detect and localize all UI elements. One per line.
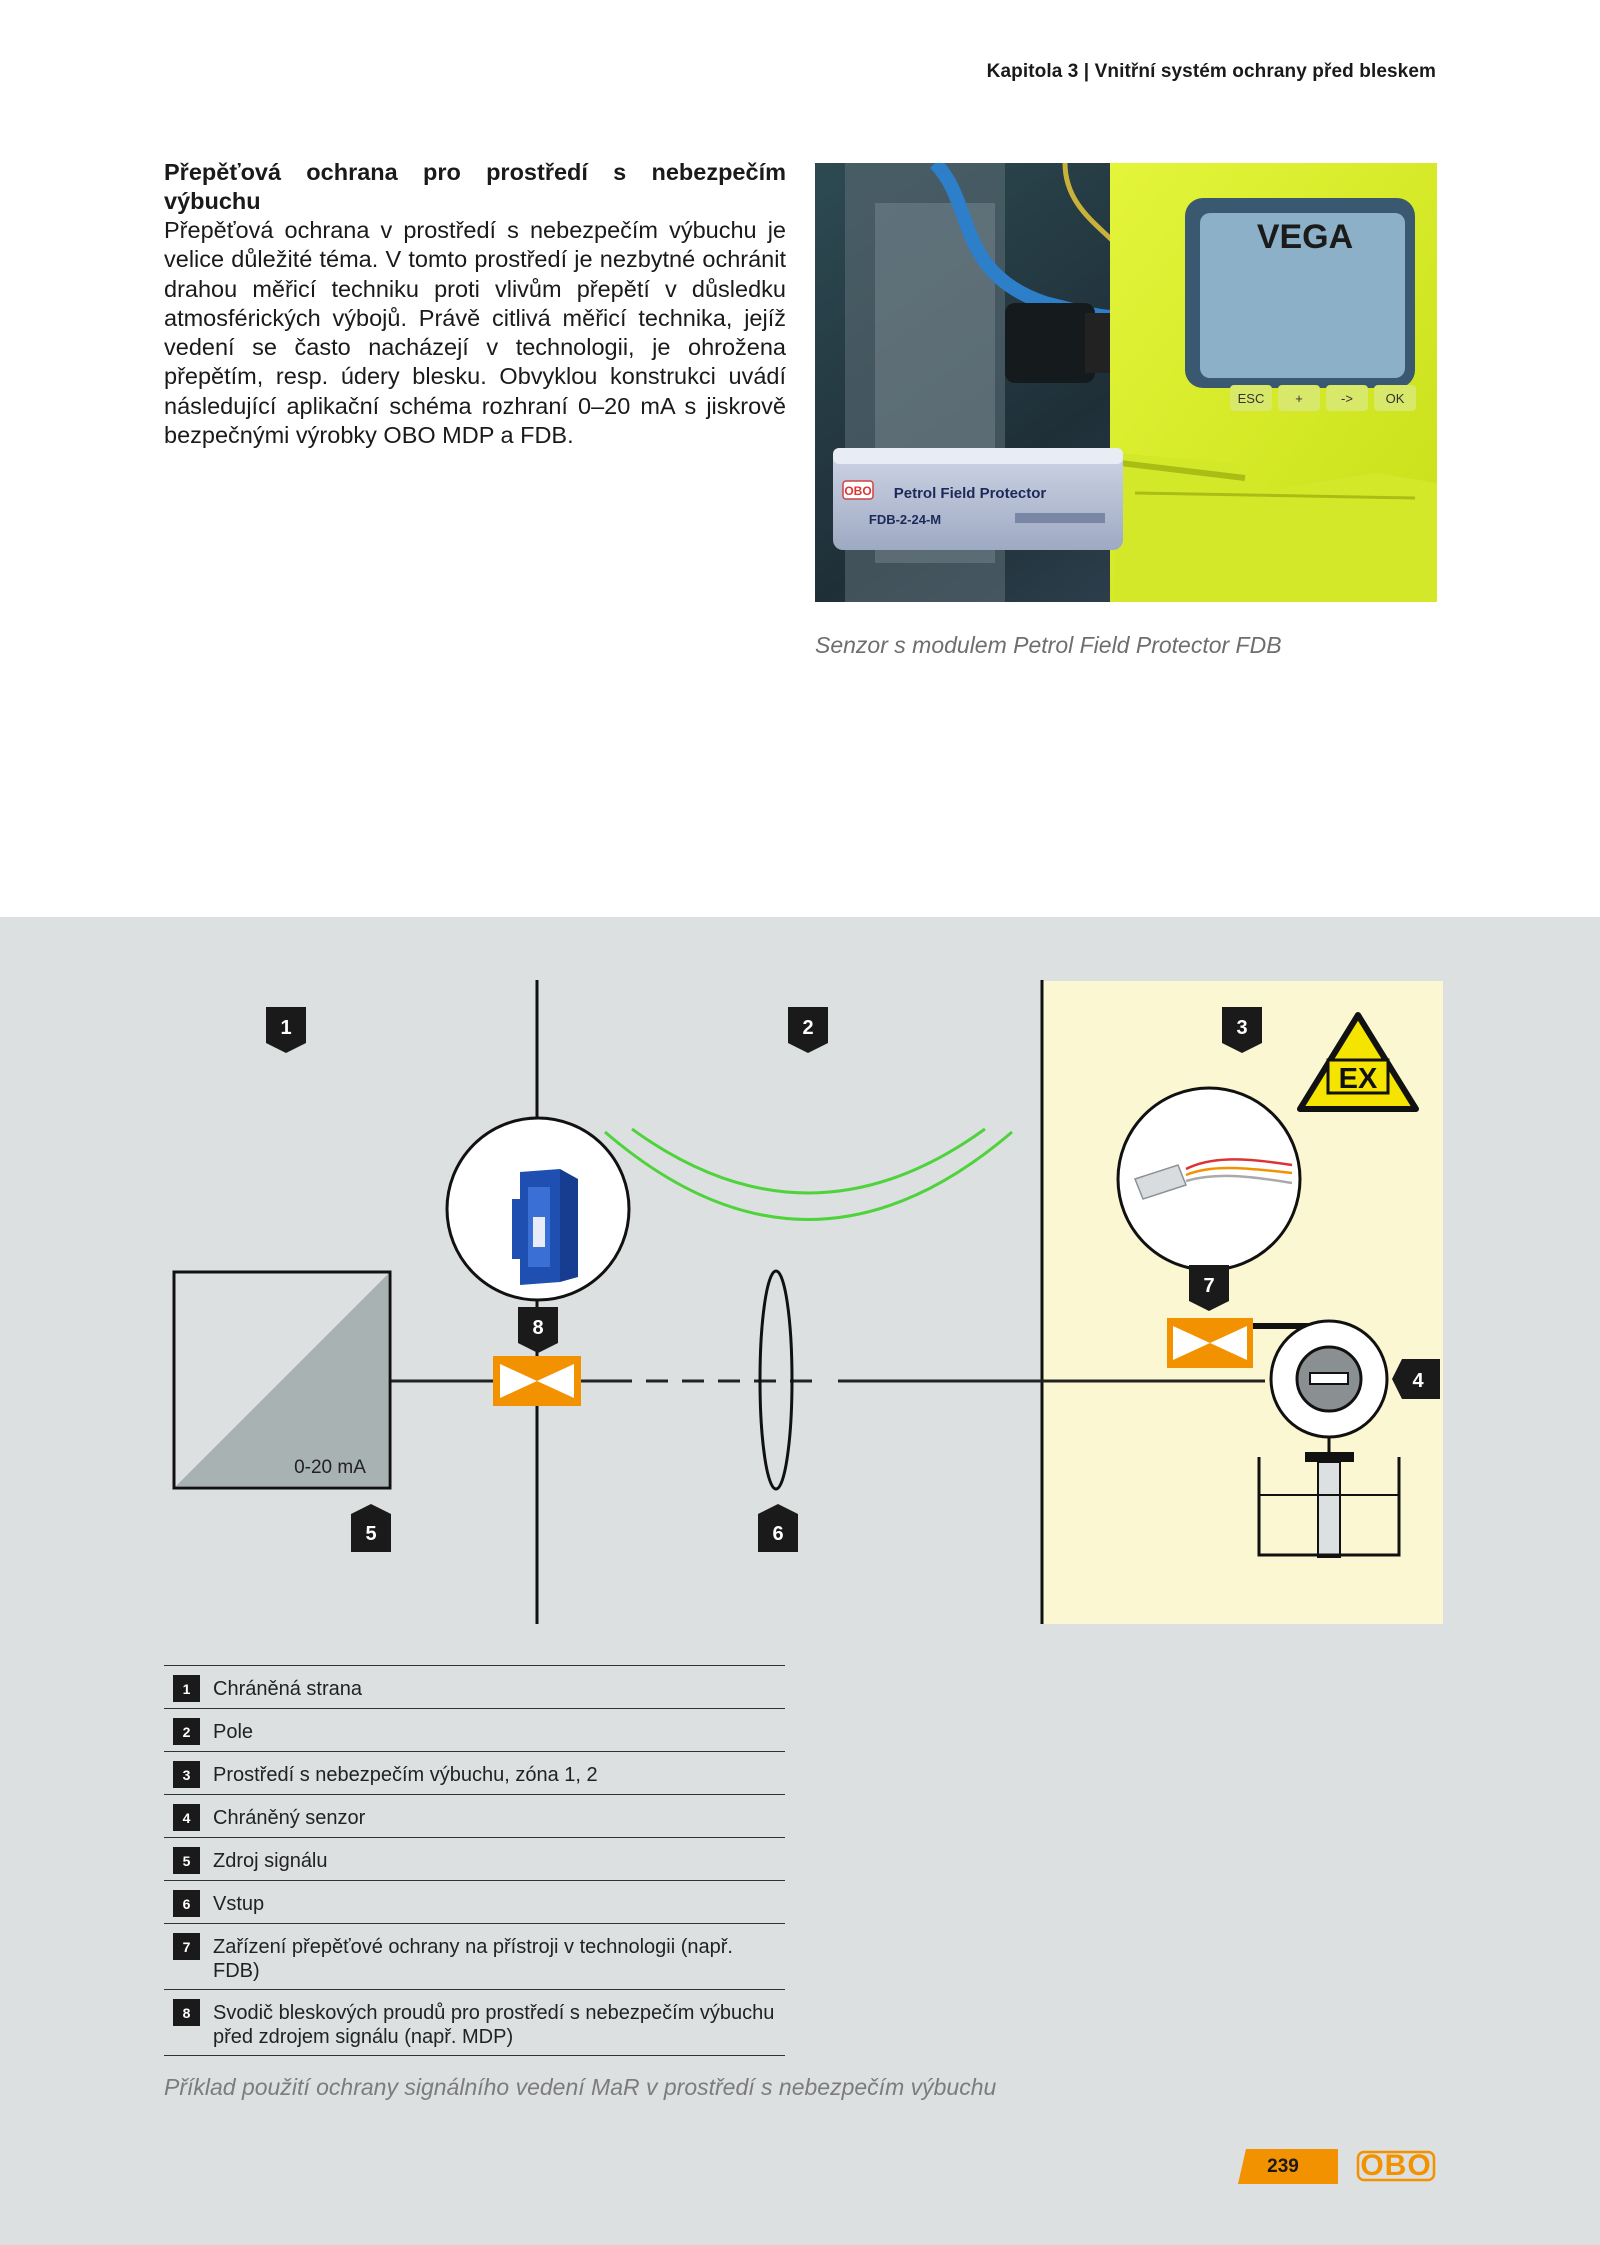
legend-text: Prostředí s nebezpečím výbuchu, zóna 1, 2	[213, 1764, 598, 1786]
legend-text: Vstup	[213, 1893, 265, 1915]
legend-number: 5	[173, 1847, 200, 1874]
ex-label: EX	[1338, 1063, 1378, 1095]
intro-body: Přepěťová ochrana v prostředí s nebezpečím výbuchu je velice důležité téma. V tomto prostředí je nezbytné ochránit drahou měřicí techniku proti vlivům přepětí v důsledku atmosférických výbojů. Právě citlivá měřicí technika, jejíž vedení se často nacházejí v technologii, je ohrožena přepětím, resp. údery blesku. Obvyklou konstrukci uvádí následující aplikační schéma rozhraní 0–20 mA s jiskrově bezpečnými výrobky OBO MDP a FDB.	[164, 217, 786, 449]
legend-row	[164, 1708, 785, 1751]
figure-caption: Příklad použití ochrany signálního vedení MaR v prostředí s nebezpečím výbuchu	[164, 2074, 997, 2100]
legend-number: 3	[173, 1761, 200, 1788]
legend-text: Svodič bleskových proudů pro prostředí s nebezpečím výbuchu před zdrojem signálu (např. MDP)	[213, 2002, 775, 2048]
legend-text: Zdroj signálu	[213, 1850, 328, 1872]
svg-text:->: ->	[1341, 391, 1353, 406]
sensor-mount	[1305, 1452, 1354, 1462]
obo-logo	[1356, 2150, 1436, 2182]
svg-text:4: 4	[1412, 1370, 1424, 1392]
marker-8	[518, 1307, 558, 1353]
intro-section	[164, 158, 786, 450]
legend-table	[164, 1665, 785, 2056]
legend-row	[164, 1923, 785, 1989]
marker-4	[1392, 1359, 1440, 1399]
sensor-probe	[1318, 1462, 1340, 1557]
marker-6	[758, 1504, 798, 1552]
legend-text: Zařízení přepěťové ochrany na přístroji v technologii (např. FDB)	[213, 1936, 733, 1982]
legend-text: Chráněná strana	[213, 1678, 362, 1700]
photo-caption: Senzor s modulem Petrol Field Protector FDB	[815, 632, 1282, 658]
legend-number: 8	[173, 1999, 200, 2026]
svg-text:1: 1	[280, 1017, 292, 1039]
field-arc-inner	[632, 1129, 985, 1193]
page-number: 239	[1267, 2156, 1299, 2177]
chapter-header: Kapitola 3 | Vnitřní systém ochrany před bleskem	[986, 61, 1436, 82]
legend-row	[164, 1665, 785, 1708]
marker-1	[266, 1007, 306, 1053]
obo-logo-text: OBO	[1360, 2149, 1432, 2182]
legend-row	[164, 1989, 785, 2056]
legend-number: 6	[173, 1890, 200, 1917]
intro-title: Přepěťová ochrana pro prostředí s nebezpečím výbuchu	[164, 159, 786, 214]
field-arc-outer	[605, 1132, 1012, 1220]
application-diagram	[0, 917, 1600, 1637]
photo-module-label: Petrol Field Protector	[893, 485, 1047, 502]
marker-5	[351, 1504, 391, 1552]
legend-number: 4	[173, 1804, 200, 1831]
marker-2	[788, 1007, 828, 1053]
photo-brand-text: VEGA	[1256, 218, 1354, 256]
svg-text:6: 6	[772, 1523, 784, 1545]
svg-text:3: 3	[1236, 1017, 1248, 1039]
legend-row	[164, 1837, 785, 1880]
svg-text:OK: OK	[1385, 391, 1405, 406]
legend-row	[164, 1794, 785, 1837]
legend-number: 7	[173, 1933, 200, 1960]
svg-text:2: 2	[802, 1017, 814, 1039]
mdp-device-icon	[512, 1169, 578, 1285]
svg-text:+: +	[1295, 391, 1303, 406]
legend-text: Chráněný senzor	[213, 1807, 366, 1829]
svg-text:8: 8	[532, 1317, 544, 1339]
legend-row	[164, 1880, 785, 1923]
svg-text:ESC: ESC	[1237, 391, 1265, 406]
photo-module-code: FDB-2-24-M	[868, 512, 942, 527]
legend-text: Pole	[213, 1721, 254, 1743]
svg-text:5: 5	[365, 1523, 377, 1545]
legend-row	[164, 1751, 785, 1794]
photo-module-logo: OBO	[844, 484, 872, 498]
svg-text:7: 7	[1203, 1275, 1215, 1297]
sensor-photo	[815, 163, 1437, 602]
legend-number: 1	[173, 1675, 200, 1702]
legend-number: 2	[173, 1718, 200, 1745]
source-label: 0-20 mA	[294, 1457, 366, 1478]
